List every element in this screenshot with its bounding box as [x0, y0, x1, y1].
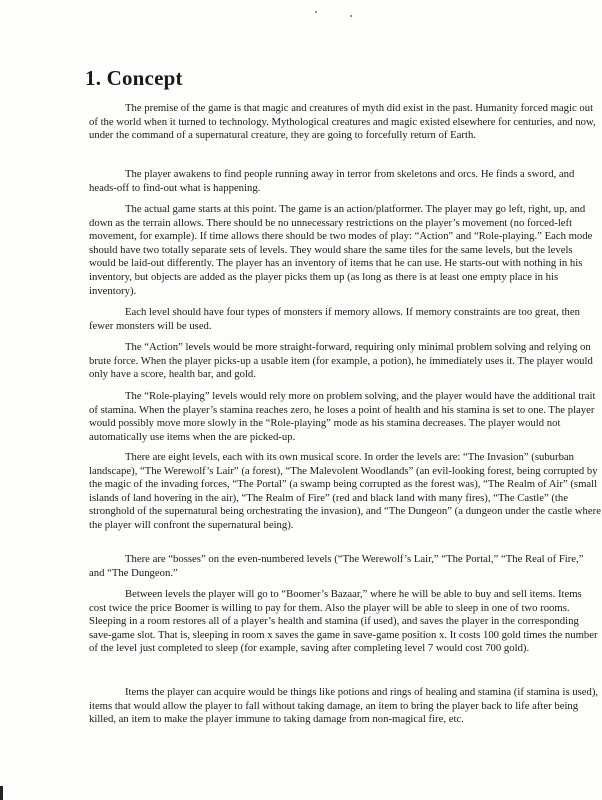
- scan-speck: [350, 15, 352, 17]
- scan-speck: [315, 11, 317, 13]
- paragraph-gameplay: The actual game starts at this point. The game is an action/platformer. The player may go left, right, up, and down as the terrain allows. There should be no unnecessary restrictions on the player’s movement (no forced-left movement, for example). If time allows there should be two modes of play: “Action” and “Role-playing.” Each mode should have two totally separate sets of levels. They would share the same tiles for the same levels, but the levels would be laid-out differently. The player has an inventory of items that he can use. He starts-out with nothing in his inventory, but objects are added as the player picks them up (as long as there is at least one empty place in his inventory).: [89, 203, 593, 297]
- paragraph-bazaar: Between levels the player will go to “Boomer’s Bazaar,” where he will be able to buy and sell items. Items cost twice the price Boomer is willing to pay for them. Also the player will be able to sleep in one of two rooms. Sleeping in a room restores all of a player’s health and stamina (if used), and saves the player in the corresponding save-game slot. That is, sleeping in room x saves the game in save-game position x. It costs 100 gold times the number of the level just completed to sleep (for example, saving after completing level 7 would cost 700 gold).: [89, 588, 598, 655]
- paragraph-premise: The premise of the game is that magic and creatures of myth did exist in the past. Humanity forced magic out of the world when it turned to technology. Mythological creatures and magic existed elsewhere for centuries, and now, under the command of a supernatural creature, they are going to forcefully return of Earth.: [89, 102, 596, 142]
- paragraph-bosses: There are “bosses” on the even-numbered levels (“The Werewolf’s Lair,” “The Portal,” “The Real of Fire,” and “The Dungeon.”: [89, 553, 584, 579]
- paragraph-awakening: The player awakens to find people running away in terror from skeletons and orcs. He finds a sword, and heads-off to find-out what is happening.: [89, 168, 575, 194]
- paragraph-roleplaying-levels: The “Role-playing” levels would rely more on problem solving, and the player would have the additional trait of stamina. When the player’s stamina reaches zero, he loses a point of health and his stamina is set to one. The player would possibly move more slowly in the “Role-playing” mode as his stamina decreases. The player would not automatically use items when the are picked-up.: [89, 390, 596, 443]
- section-title: 1. Concept: [85, 66, 183, 90]
- paragraph-monsters: Each level should have four types of monsters if memory allows. If memory constraints are too great, then fewer monsters will be used.: [89, 306, 580, 332]
- paragraph-levels: There are eight levels, each with its own musical score. In order the levels are: “The Invasion” (suburban landscape), “The Werewolf’s Lair” (a forest), “The Malevolent Woodlands” (an evil-looking forest, being corrupted by the magic of the invading forces, “The Portal” (a swamp being corrupted as the forest was), “The Realm of Air” (small islands of land hovering in the air), “The Realm of Fire” (red and black land with many fires), “The Castle” (the stronghold of the supernatural being orchestrating the invasion), and “The Dungeon” (a dungeon under the castle where the player will confront the supernatural being).: [89, 451, 601, 531]
- scan-edge-mark: [0, 786, 3, 800]
- paragraph-items: Items the player can acquire would be things like potions and rings of healing and stamina (if stamina is used), items that would allow the player to fall without taking damage, an item to bring the player back to life after being killed, an item to make the player immune to taking damage from non-magical fire, etc.: [89, 686, 599, 726]
- paragraph-action-levels: The “Action” levels would be more straight-forward, requiring only minimal problem solving and relying on brute force. When the player picks-up a usable item (for example, a potion), he immediately uses it. The player would only have a score, health bar, and gold.: [89, 341, 593, 381]
